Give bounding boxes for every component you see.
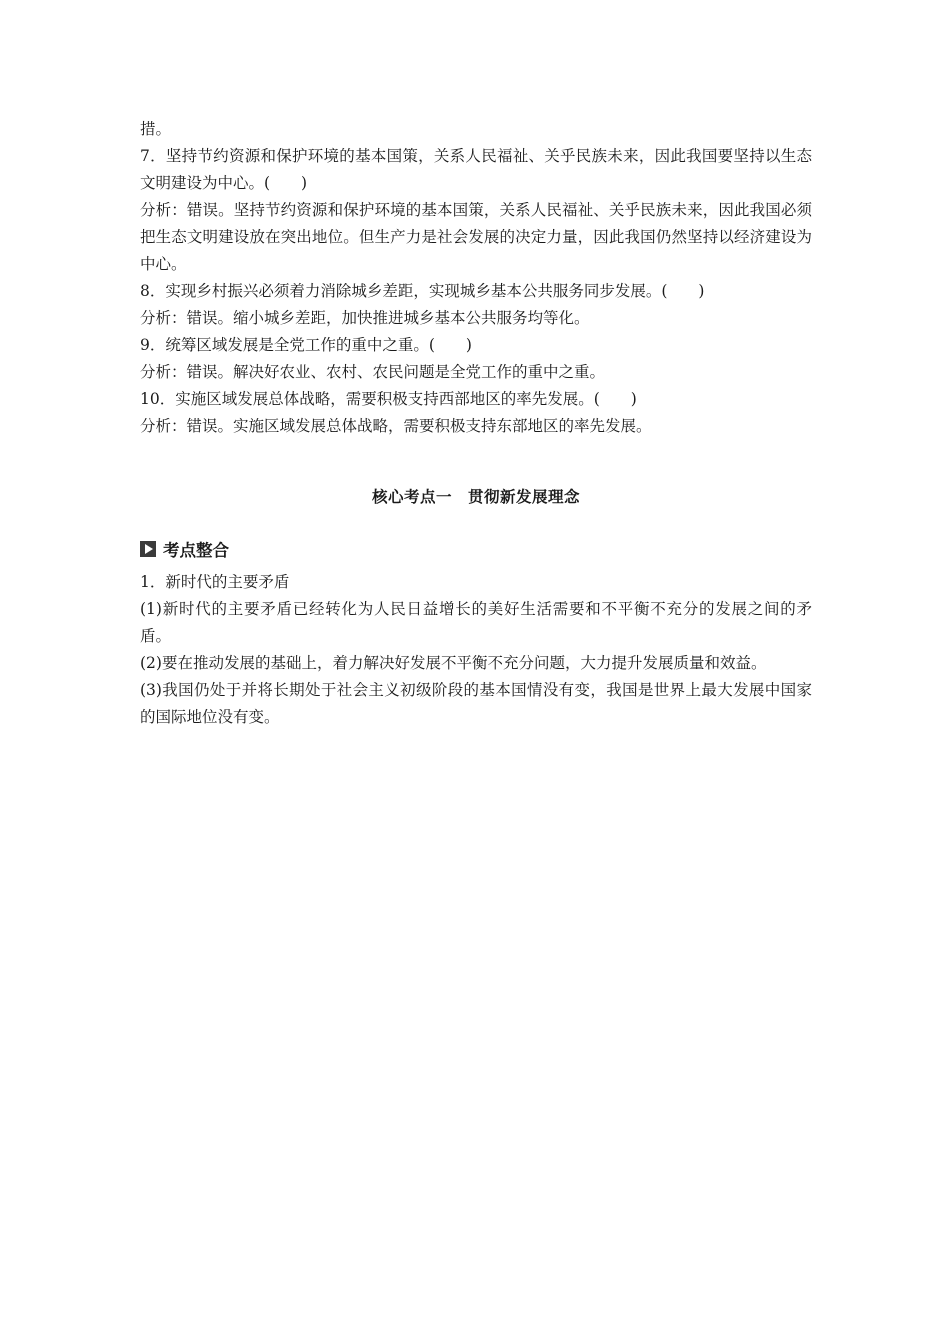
text-line: 措。 — [140, 120, 172, 138]
subheading — [140, 535, 812, 563]
play-icon — [140, 541, 156, 557]
analysis-7: 分析：错误。坚持节约资源和保护环境的基本国策，关系人民福祉、关乎民族未来，因此我国必须把生态文明建设放在突出地位。但生产力是社会发展的决定力量，因此我国仍然坚持以经济建设为中心。 — [140, 201, 812, 273]
question-8: 8．实现乡村振兴必须着力消除城乡差距，实现城乡基本公共服务同步发展。( ) — [140, 282, 705, 300]
point-title: 1．新时代的主要矛盾 — [140, 573, 290, 591]
analysis-8: 分析：错误。缩小城乡差距，加快推进城乡基本公共服务均等化。 — [140, 309, 590, 327]
section-title: 核心考点一 贯彻新发展理念 — [371, 488, 580, 506]
question-10: 10．实施区域发展总体战略，需要积极支持西部地区的率先发展。( ) — [140, 390, 637, 408]
point-1: (1)新时代的主要矛盾已经转化为人民日益增长的美好生活需要和不平衡不充分的发展之间的矛盾。 — [140, 600, 812, 645]
question-7: 7．坚持节约资源和保护环境的基本国策，关系人民福祉、关乎民族未来，因此我国要坚持以生态文明建设为中心。( ) — [140, 147, 812, 192]
document-page — [140, 116, 812, 731]
analysis-10: 分析：错误。实施区域发展总体战略，需要积极支持东部地区的率先发展。 — [140, 417, 652, 435]
analysis-9: 分析：错误。解决好农业、农村、农民问题是全党工作的重中之重。 — [140, 363, 606, 381]
subheading-text: 考点整合 — [163, 541, 229, 560]
point-3: (3)我国仍处于并将长期处于社会主义初级阶段的基本国情没有变，我国是世界上最大发展中国家的国际地位没有变。 — [140, 681, 812, 726]
point-2: (2)要在推动发展的基础上，着力解决好发展不平衡不充分问题，大力提升发展质量和效益。 — [140, 654, 767, 672]
question-9: 9．统筹区域发展是全党工作的重中之重。( ) — [140, 336, 472, 354]
